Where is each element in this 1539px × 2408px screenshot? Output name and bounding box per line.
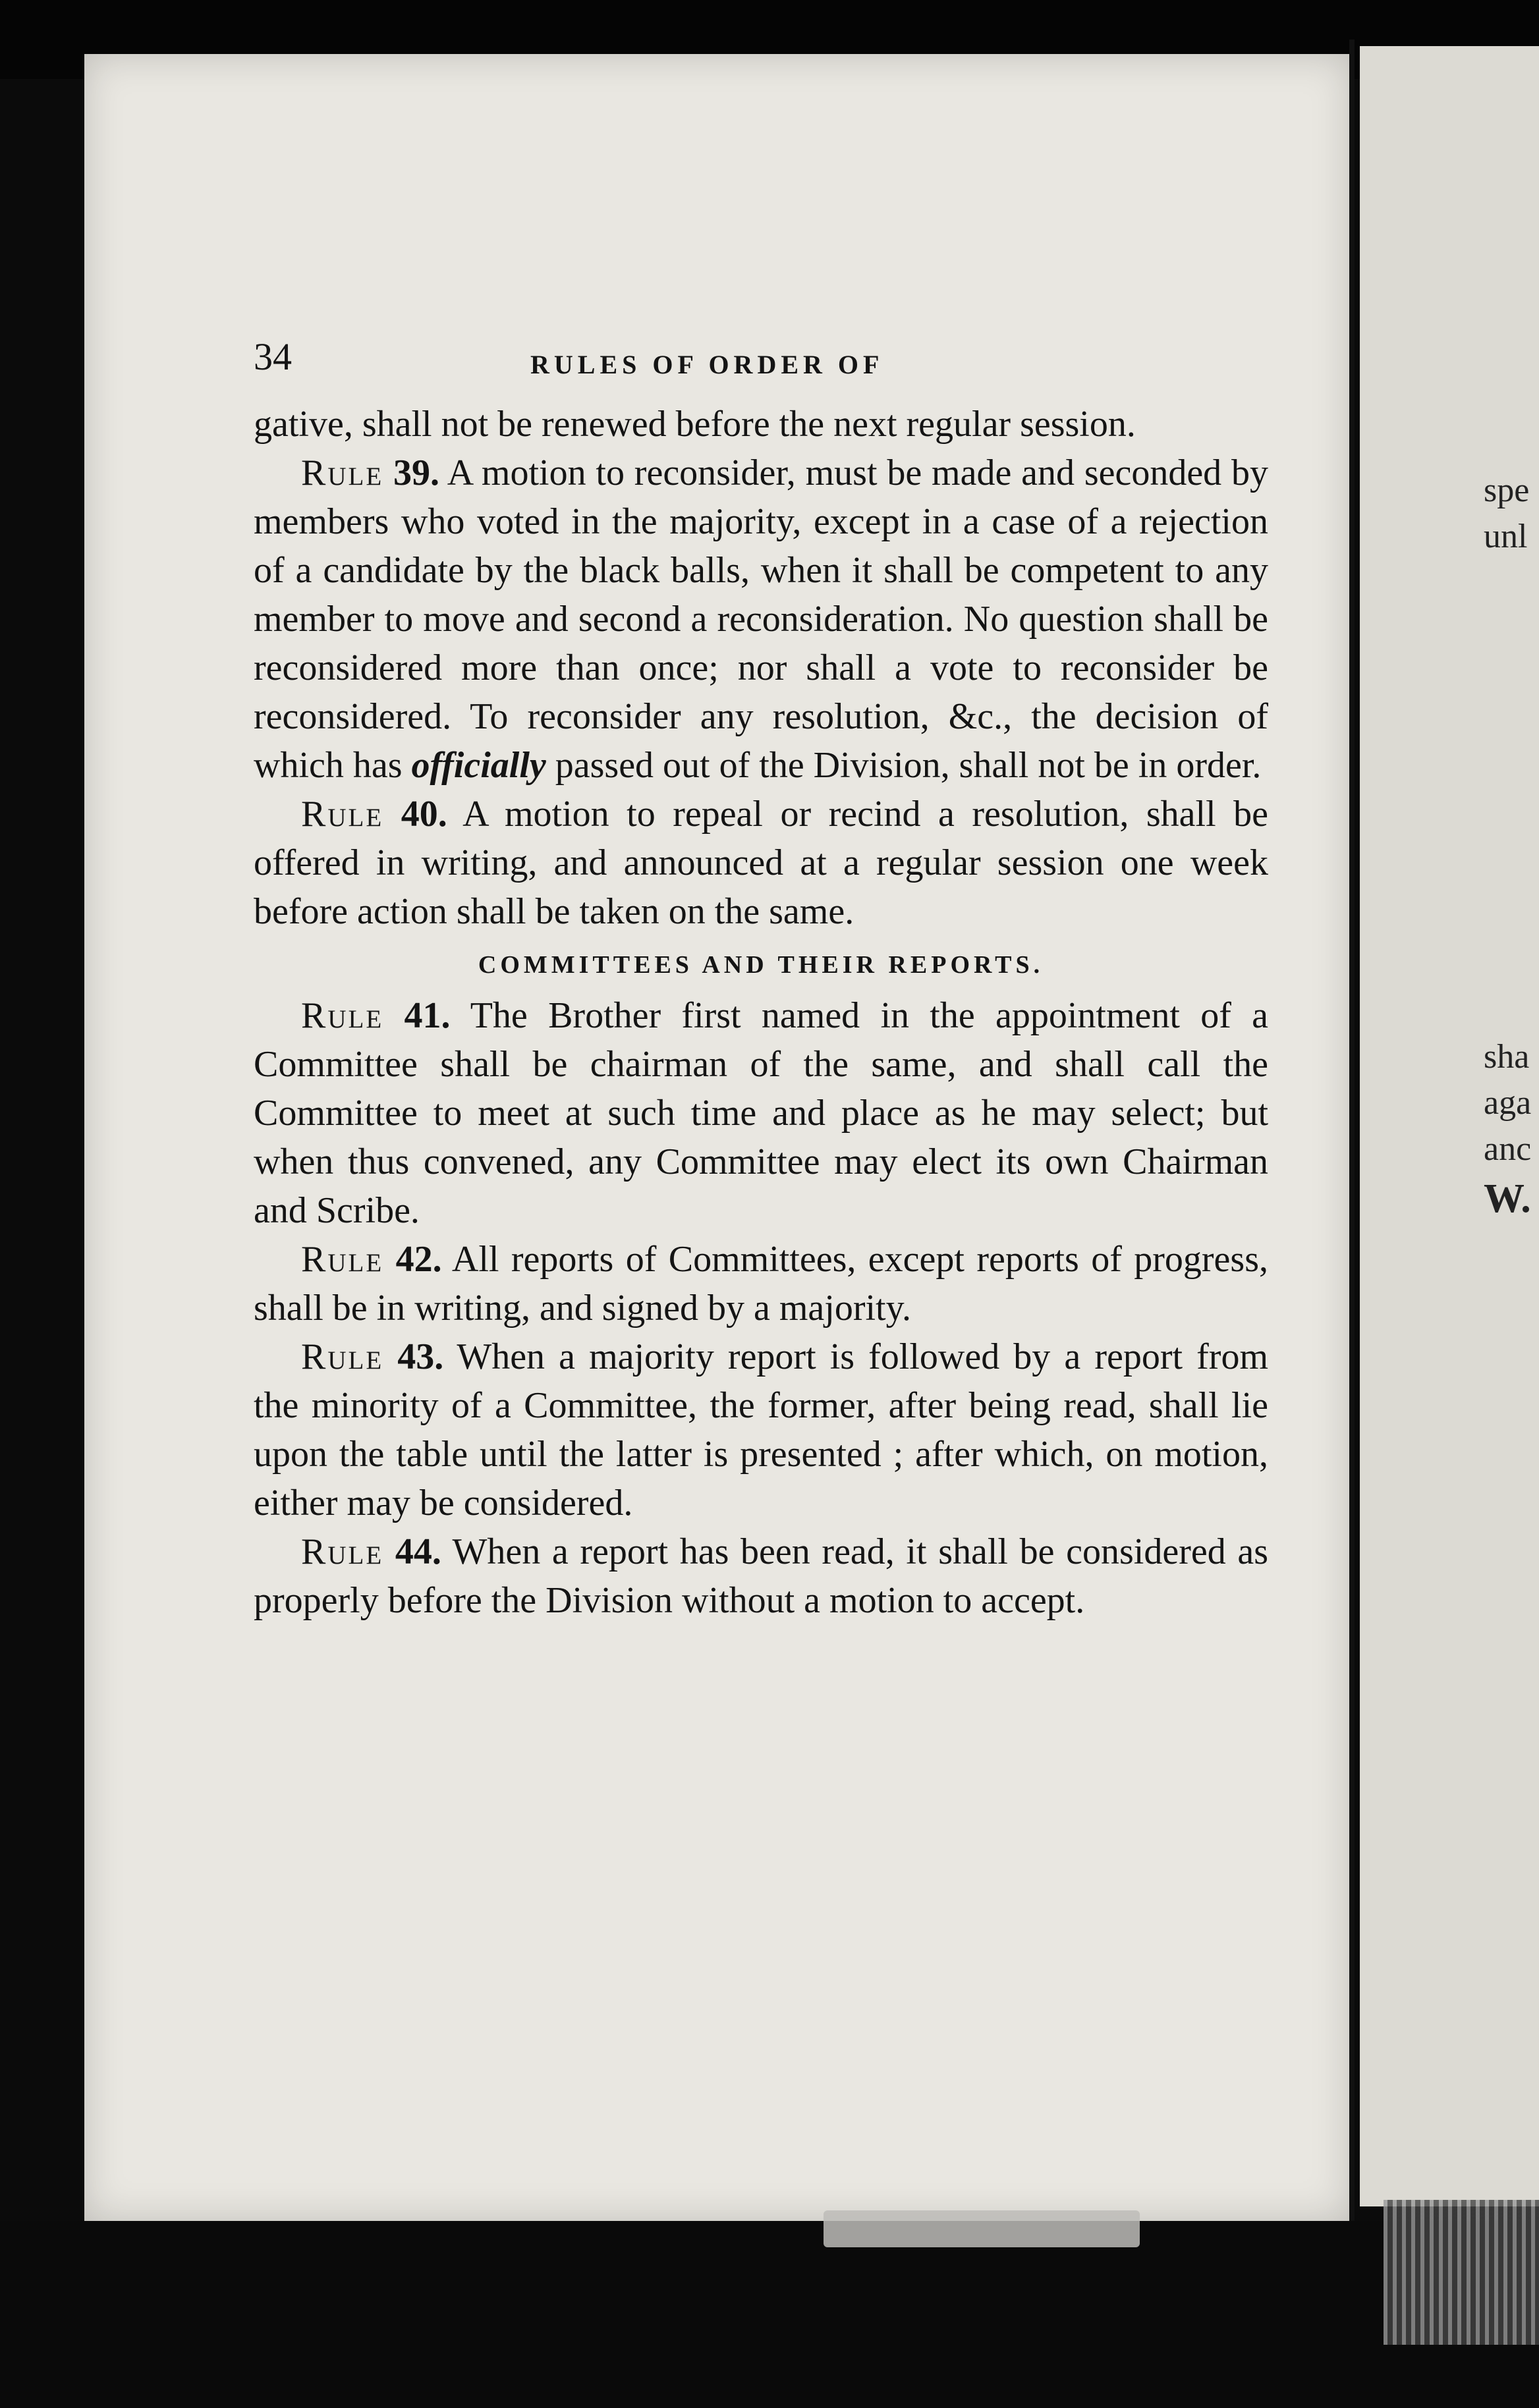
rule-number: 39. — [393, 452, 439, 493]
bleed-through-stamp — [824, 2210, 1140, 2247]
rule-number: 40. — [401, 794, 447, 835]
rule-text: passed out of the Division, shall not be in order. — [546, 745, 1262, 786]
adjacent-fragment: sha — [1484, 1038, 1530, 1076]
binding-texture — [1384, 2200, 1539, 2345]
adjacent-fragment: W. — [1484, 1176, 1531, 1221]
rule-number: 41. — [404, 995, 451, 1036]
rule-text: When a majority report is followed by a report from the minority of a Committee, the former, after being read, shall lie upon the table until the latter is presented ; after which, on motion, either may be considered. — [254, 1336, 1269, 1523]
adjacent-fragment: unl — [1484, 518, 1528, 555]
rule-label: Rule — [301, 794, 384, 835]
rule-number: 44. — [395, 1531, 441, 1572]
rule-text: The Brother first named in the appointment of a Committee shall be chairman of the same, and shall call the Committee to meet at such time and place as he may select; but when thus convened, any Committee may elect its own Chairman and Scribe. — [254, 995, 1268, 1231]
page-text — [254, 333, 1268, 1625]
section-heading: COMMITTEES AND THEIR REPORTS. — [478, 951, 1044, 979]
running-head: RULES OF ORDER OF — [530, 350, 884, 379]
rule-text: When a report has been read, it shall be considered as properly before the Division without a motion to accept. — [254, 1531, 1269, 1621]
rule-label: Rule — [301, 995, 384, 1036]
rule-40-paragraph — [254, 790, 1268, 936]
scan-bottom-border — [0, 2221, 1539, 2408]
rule-number: 43. — [397, 1336, 444, 1377]
page-number: 34 — [254, 335, 292, 378]
rule-text: A motion to repeal or recind a resolution, shall be offered in writing, and announced at a regular session one week before action shall be taken on the same. — [254, 794, 1269, 932]
adjacent-fragment: aga — [1484, 1084, 1532, 1122]
rule-label: Rule — [301, 1336, 384, 1377]
rule-41-paragraph — [254, 991, 1268, 1235]
rule-42-paragraph — [254, 1235, 1268, 1332]
rule-43-paragraph — [254, 1332, 1268, 1527]
adjacent-page — [1360, 46, 1539, 2206]
rule-text: All reports of Committees, except reports of progress, shall be in writing, and signed by a majority. — [254, 1239, 1269, 1328]
rule-label: Rule — [301, 452, 384, 493]
adjacent-fragment: anc — [1484, 1130, 1532, 1168]
rule-39-paragraph — [254, 449, 1268, 790]
page-header — [254, 333, 1268, 385]
adjacent-fragment: spe — [1484, 472, 1530, 509]
page-gutter — [1349, 40, 1355, 2226]
rule-number: 42. — [395, 1239, 442, 1280]
rule-label: Rule — [301, 1531, 384, 1572]
rule-emphasis: officially — [411, 745, 546, 786]
rule-label: Rule — [301, 1239, 384, 1280]
rule-44-paragraph — [254, 1527, 1268, 1625]
continuation-paragraph: gative, shall not be renewed before the next regular session. — [254, 404, 1136, 445]
rule-text: A motion to reconsider, must be made and seconded by members who voted in the majority, except in a case of a rejection of a candidate by the black balls, when it shall be competent to any member to move and second a reconsideration. No question shall be reconsidered more than once; nor shall a vote to reconsider be reconsidered. To reconsider any resolution, &c., the decision of which has — [254, 452, 1268, 786]
